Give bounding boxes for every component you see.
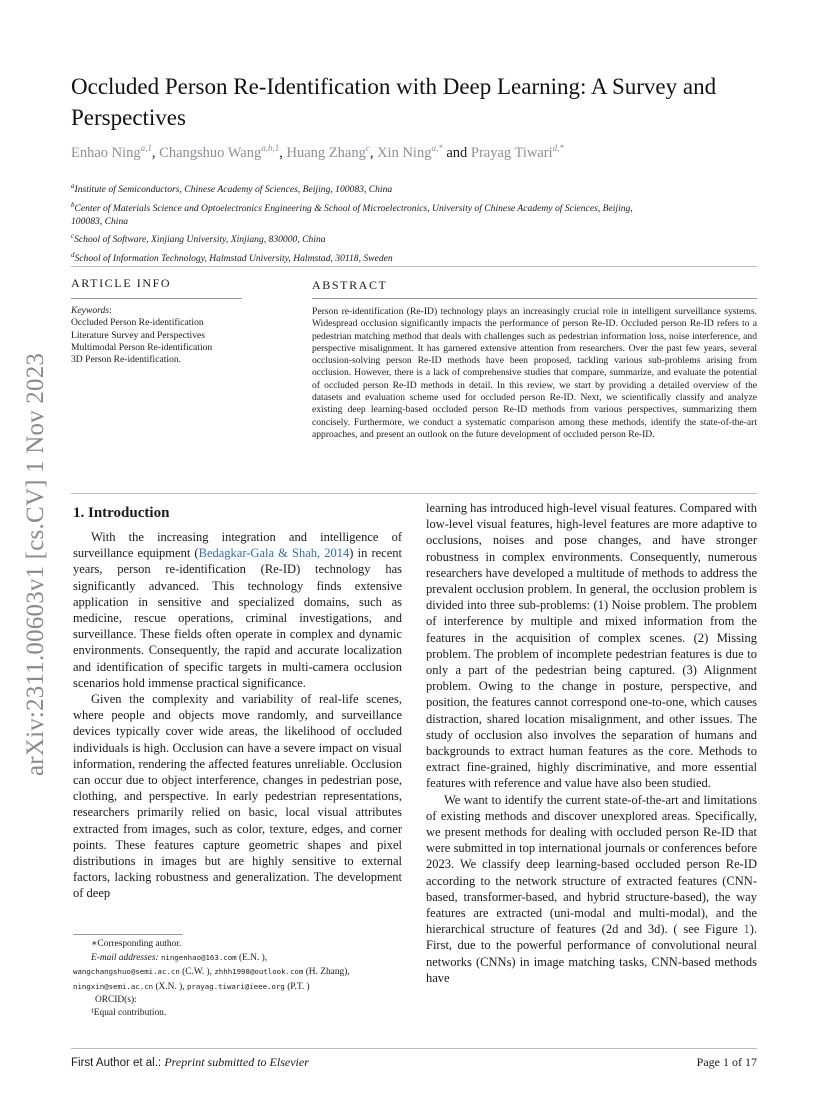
author-name: Xin Ning — [377, 144, 432, 161]
affiliation: $^d$School of Information Technology, Halmstad University, Halmstad, 30118, Sweden — [71, 251, 393, 265]
figure-reference-link[interactable]: 1 — [743, 922, 750, 937]
author-affil-mark: d,* — [552, 143, 564, 153]
orcid-label: ORCID(s): — [95, 994, 137, 1005]
paper-title: Occluded Person Re-Identification with Deep Learning: A Survey and Perspectives — [71, 74, 717, 130]
divider — [71, 266, 757, 267]
email-address[interactable]: prayag.tiwari@ieee.org — [186, 981, 285, 991]
paragraph: learning has introduced high-level visual features. Compared with low-level visual features, high-level features are more adaptive to occlusions, noises and pose changes, and have stronger robustness in complex environments. Consequently, numerous researchers have developed a multitude of methods to address the prevalent occlusion problem. In general, the occlusion problem is divided into three sub-problems: (1) Noise problem. The problem of interference by multiple and mixed information from the features in the acquisition of complex scenes. (2) Missing problem. The problem of incomplete pedestrian features is due to only a part of the pedestrian being captured. (3) Alignment problem. Owing to the change in posture, perspective, and position, the features cannot correspond one-to-one, which causes distraction, shared location misalignment, and other issues. The study of occlusion also involves the separation of humans and backgrounds to extract human features as the core. Methods to extract fine-grained, highly discriminative, and more essential features with reference and value have also been studied. — [426, 501, 757, 791]
author-affil-mark: a,b,1 — [261, 143, 280, 153]
affiliation: $^c$School of Software, Xinjiang University, Xinjiang, 830000, China — [71, 232, 326, 246]
keywords-block: Keywords: Occluded Person Re-identification Literature Survey and Perspectives Multimodal Person Re-identification 3D Person Re-identification. — [71, 305, 301, 366]
footnote-corresponding: ∗Corresponding author. — [91, 939, 182, 949]
divider — [71, 298, 242, 299]
abstract-text: Person re-identification (Re-ID) technology plays an increasingly crucial role in intelligent surveillance systems. Widespread occlusion significantly impacts the performance of person Re-ID. Occluded person Re-ID refers to a pedestrian matching method that deals with challenges such as pedestrian information loss, noise interference, and perspective misalignment. It has garnered extensive attention from researchers. Over the past few years, several occlusion-solving person Re-ID methods have been proposed, tackling various sub-problems arising from occlusion. However, there is a lack of comprehensive studies that compare, summarize, and evaluate the potential of occluded person Re-ID methods in detail. In this review, we start by providing a detailed overview of the datasets and evaluation scheme used for occluded person Re-ID. Next, we scientifically classify and analyze existing deep learning-based occluded person Re-ID methods from various perspectives, summarizing them concisely. Furthermore, we conduct a systematic comparison among these methods, identify the state-of-the-art approaches, and present an outlook on the future development of occluded person Re-ID. — [312, 306, 757, 440]
author-list: Enhao Ning$^{a,1}$, Changshuo Wang$^{a,b,1}$, Huang Zhang$^c$, Xin Ning$^{a,*}$ and Prayag Tiwari$^{d,*}$ — [71, 143, 564, 161]
page-number: Page 1 of 17 — [696, 1055, 757, 1069]
footnotes: ∗Corresponding author. E-mail addresses: ningenhao@163.com (E.N. ), wangchangshuo@semi.ac.cn (C.W. ), zhhh1998@outlook.com (H. Zhang), ningxin@semi.ac.cn (X.N. ), prayag.tiwari@ieee.org (P.T. ) ORCID(s): ¹Equal contribution. — [73, 938, 413, 1020]
author-name: Changshuo Wang — [159, 144, 262, 161]
keyword: Occluded Person Re-identification — [71, 317, 204, 329]
footnote-divider — [73, 934, 183, 935]
divider — [312, 298, 757, 299]
affiliations — [71, 180, 661, 268]
email-address[interactable]: ningxin@semi.ac.cn — [73, 981, 154, 991]
article-info-heading: ARTICLE INFO — [71, 276, 172, 290]
right-column — [426, 500, 757, 986]
paragraph: With the increasing integration and intelligence of surveillance equipment (Bedagkar-Gala & Shah, 2014) in recent years, person re-identification (Re-ID) technology has significantly advanced. This technology finds extensive application in sensitive and specialized domains, such as medicine, rescue operations, criminal investigations, and surveillance. These fields often operate in complex and dynamic environments. Consequently, the rapid and accurate localization and identification of specific targets in multi-camera occlusion scenarios hold immense practical significance. — [73, 530, 402, 690]
footnote-equal-contribution: ¹Equal contribution. — [91, 1008, 167, 1019]
paragraph: We want to identify the current state-of-the-art and limitations of existing methods and discover unexplored areas. Specifically, we present methods for dealing with occluded person Re-ID that were submitted in top international journals or conferences before 2023. We classify deep learning-based occluded person Re-ID according to the network structure of extracted features (CNN-based, transformer-based, and hybrid structure-based), the way features are extracted (uni-modal and multi-modal), and the hierarchical structure of features (2d and 3d). ( see Figure 1). First, due to the powerful performance of convolutional neural networks (CNNs) in image matching tasks, CNN-based methods have — [426, 792, 757, 985]
left-column — [73, 529, 402, 902]
paragraph: Given the complexity and variability of real-life scenes, where people and objects move randomly, and surveillance devices typically cover wide areas, the likelihood of occluded individuals is high. Occlusion can have a severe impact on visual information, rendering the affected features unreliable. Occlusion can occur due to object interference, changes in pedestrian pose, clothing, and perspective. In early pedestrian representations, researchers primarily relied on basic, local visual attributes extracted from images, such as color, texture, edges, and corner points. These features capture geometric shapes and pixel distributions in images but are highly sensitive to external factors, lacking robustness and generalization. The development of deep — [73, 692, 402, 901]
email-address[interactable]: ningenhao@163.com — [160, 953, 237, 963]
divider — [71, 493, 757, 494]
author-affil-mark: a,1 — [140, 143, 152, 153]
arxiv-identifier: arXiv:2311.00603v1 [cs.CV] 1 Nov 2023 — [22, 352, 49, 776]
footer-divider — [71, 1048, 757, 1049]
keyword: 3D Person Re-identification. — [71, 354, 182, 366]
keyword: Literature Survey and Perspectives — [71, 329, 205, 341]
citation-link[interactable]: Bedagkar-Gala & Shah, 2014 — [198, 546, 350, 561]
affiliation: $^a$Institute of Semiconductors, Chinese Academy of Sciences, Beijing, 100083, China — [71, 182, 393, 196]
abstract-heading: ABSTRACT — [312, 278, 388, 292]
author-affil-mark: a,* — [431, 143, 443, 153]
author-name: Prayag Tiwari — [470, 144, 553, 161]
affiliation: $^b$Center of Materials Science and Optoelectronics Engineering & School of Microelectronics, University of Chinese Academy of Sciences, Beijing, 100083, China — [71, 200, 633, 227]
author-name: Enhao Ning — [71, 144, 141, 161]
email-address[interactable]: zhhh1998@outlook.com — [214, 967, 304, 977]
author-name: Huang Zhang — [286, 144, 366, 161]
section-heading-introduction: 1. Introduction — [73, 505, 170, 521]
author-affil-mark: c — [365, 143, 370, 153]
keywords-label: Keywords — [71, 305, 110, 316]
email-label: E-mail addresses: — [91, 953, 159, 964]
email-address[interactable]: wangchangshuo@semi.ac.cn — [73, 967, 180, 977]
keyword: Multimodal Person Re-identification — [71, 341, 213, 353]
footer-author: First Author et al.: Preprint submitted to Elsevier — [71, 1055, 309, 1069]
author-conjunction: and — [446, 144, 468, 161]
